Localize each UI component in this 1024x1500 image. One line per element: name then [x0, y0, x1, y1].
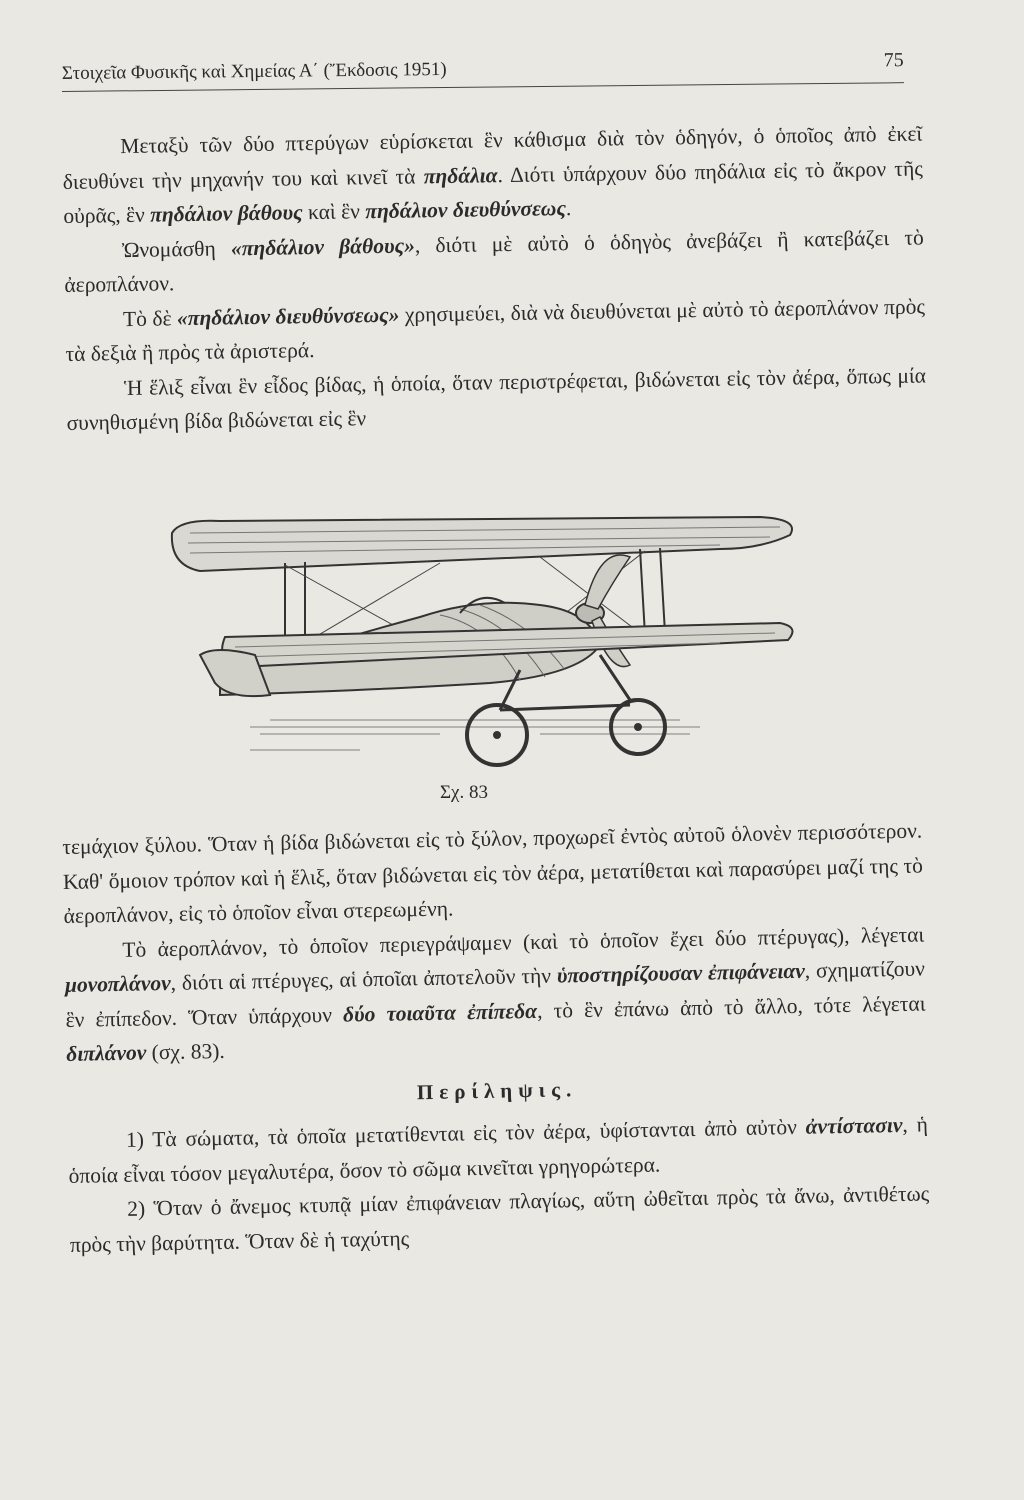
summary-item-1: 1) Τὰ σώματα, τὰ ὁποῖα μετατίθενται εἰς τὸν ἀέρα, ὑφίστανται ἀπὸ αὐτὸν ἀντίστασιν, ἡ ὁποία εἶναι τόσον μεγαλυτέρα, ὅσον τὸ σῶμα κινεῖται γρηγορώτερα. — [68, 1112, 929, 1188]
bold-term: δύο τοιαῦτα ἐπίπεδα — [342, 998, 538, 1027]
bold-term: ὑποστηρίζουσαν ἐπιφάνειαν — [556, 958, 806, 988]
page-number: 75 — [883, 49, 904, 72]
text-block-top — [62, 116, 927, 440]
paragraph-propeller: Ἡ ἕλιξ εἶναι ἓν εἶδος βίδας, ἡ ὁποία, ὅταν περιστρέφεται, βιδώνεται εἰς τὸν ἀέρα, ὅπως μία συνηθισμένη βίδα βιδώνεται εἰς ἓν — [66, 362, 927, 435]
bold-term: πηδάλια — [423, 162, 498, 188]
paragraph-screw-wood: τεμάχιον ξύλου. Ὅταν ἡ βίδα βιδώνεται εἰς τὸ ξύλον, προχωρεῖ ἐντὸς αὐτοῦ ὁλονὲν περισσότερον. Καθ' ὅμοιον τρόπον καὶ ἡ ἕλιξ, ὅταν βιδώνεται εἰς τὸν ἀέρα, μετατίθεται καὶ παρασύρει μαζί της τὸ ἀεροπλάνον, εἰς τὸ ὁποῖον εἶναι στερεωμένη. — [62, 818, 924, 928]
bold-term: διπλάνον — [66, 1040, 147, 1066]
summary-heading: Περίληψις. — [416, 1076, 578, 1104]
text-block-bottom — [62, 813, 930, 1261]
bold-term: «πηδάλιον βάθους» — [230, 232, 416, 260]
bold-term: πηδάλιον διευθύνσεως — [365, 196, 567, 224]
paragraph-elevator: Ὠνομάσθη «πηδάλιον βάθους», διότι μὲ αὐτὸ ὁ ὁδηγὸς ἀνεβάζει ἢ κατεβάζει τὸ ἀεροπλάνον. — [64, 224, 924, 297]
paragraph-rudder: Τὸ δὲ «πηδάλιον διευθύνσεως» χρησιμεύει, διὰ νὰ διευθύνεται μὲ αὐτὸ τὸ ἀεροπλάνον πρὸς τὰ δεξιὰ ἢ πρὸς τὰ ἀριστερά. — [65, 293, 926, 366]
bold-term: «πηδάλιον διευθύνσεως» — [176, 302, 400, 330]
paragraph-biplane: Τὸ ἀεροπλάνον, τὸ ὁποῖον περιεγράψαμεν (καὶ τὸ ὁποῖον ἔχει δύο πτέρυγας), λέγεται μονοπλάνον, διότι αἱ πτέρυγες, αἱ ὁποῖαι ἀποτελοῦν τὴν ὑποστηρίζουσαν ἐπιφάνειαν, σχηματίζουν ἓν ἐπίπεδον. Ὅταν ὑπάρχουν δύο τοιαῦτα ἐπίπεδα, τὸ ἓν ἐπάνω ἀπὸ τὸ ἄλλο, τότε λέγεται διπλάνον (σχ. 83). — [64, 921, 926, 1066]
biplane-illustration — [160, 505, 820, 775]
running-header — [61, 49, 904, 92]
figure-caption: Σχ. 83 — [440, 782, 488, 803]
summary-item-2: 2) Ὅταν ὁ ἄνεμος κτυπᾷ μίαν ἐπιφάνειαν πλαγίως, αὕτη ὠθεῖται πρὸς τὰ ἄνω, ἀντιθέτως πρὸς τὴν βαρύτητα. Ὅταν δὲ ἡ ταχύτης — [69, 1181, 930, 1257]
bold-term: πηδάλιον βάθους — [149, 200, 303, 227]
bold-term: μονοπλάνον — [64, 970, 171, 997]
paragraph-seat-rudders: Μεταξὺ τῶν δύο πτερύγων εὑρίσκεται ἓν κάθισμα διὰ τὸν ὁδηγόν, ὁ ὁποῖος ἀπὸ ἐκεῖ διευθύνει τὴν μηχανήν του καὶ κινεῖ τὰ πηδάλια. Διότι ὑπάρχουν δύο πηδάλια εἰς τὸ ἄκρον τῆς οὐρᾶς, ἓν πηδάλιον βάθους καὶ ἓν πηδάλιον διευθύνσεως. — [62, 121, 923, 228]
running-title: Στοιχεῖα Φυσικῆς καὶ Χημείας Α΄ (Ἔκδοσις 1951) — [61, 58, 447, 85]
bold-term: ἀντίστασιν — [805, 1112, 903, 1139]
